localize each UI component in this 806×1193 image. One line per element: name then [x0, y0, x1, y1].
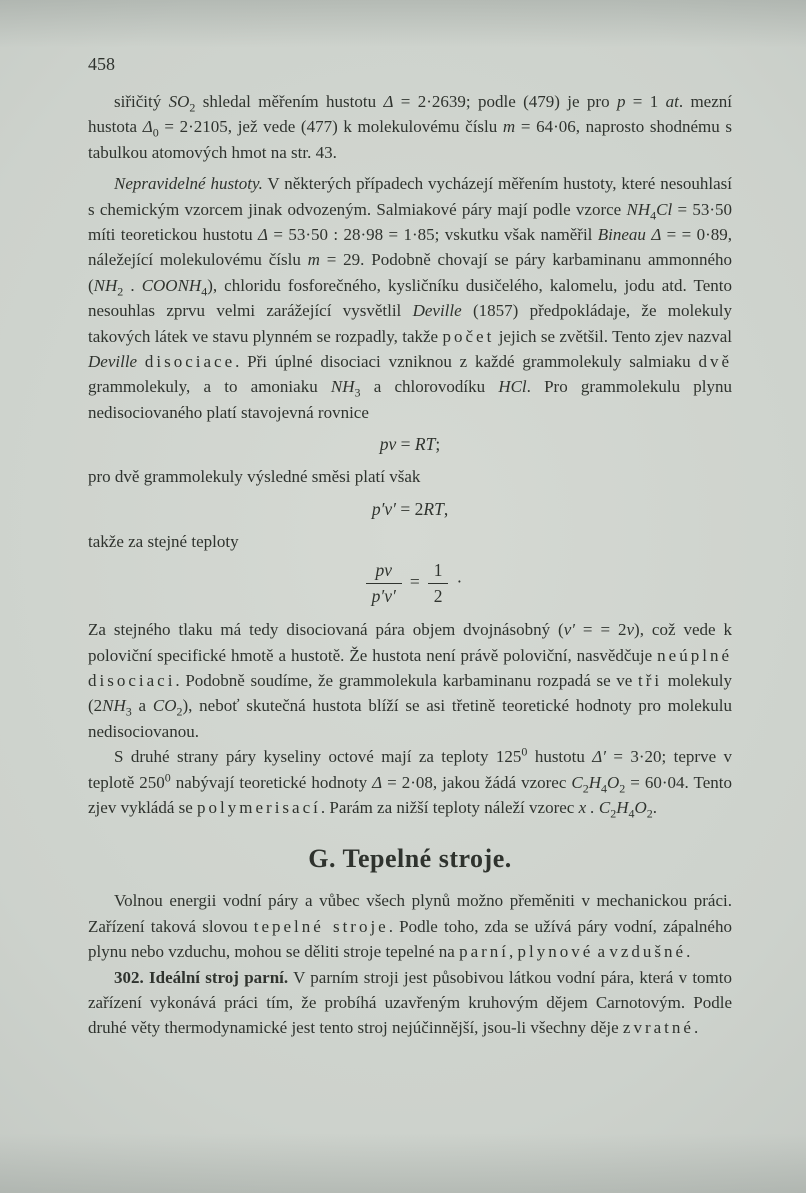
equation-pressure-ratio: $\frac{pv}{p'v'}$ = $\frac{1}{2}$ · [88, 560, 732, 607]
page-number: 458 [88, 54, 115, 74]
paragraph-two-grammolecules: pro dvě grammolekuly výsledné směsi platí však [88, 467, 421, 487]
page-content [88, 54, 732, 1041]
paragraph-sulfur-dioxide-density: siřičitý $SO_2$ shledal měřením hustotu Δ = 2·2639; podle (479) je pro p = 1 at. mezní hustota $\Delta_0 = 2\cdot 2105$, jež vede (477) k molekulovému číslu m = 64·06, naprosto shodnému s tabulkou atomových hmot na str. 43. [88, 92, 732, 162]
section-heading-heat-engines: G. Tepelné stroje. [308, 844, 512, 874]
paragraph-same-temperatures: takže za stejné teploty [88, 531, 239, 551]
paragraph-dissociated-vapor: Za stejného tlaku má tedy disociovaná pára objem dvojnásobný (v′ = = 2v), což vede k poloviční specifické hmotě a hustotě. Že hustota není právě poloviční, nasvědčuje neúplné disociaci. Podobně soudíme, že grammolekula karbaminanu rozpadá se ve tři molekuly ($2NH_3$ a $CO_2$), neboť skutečná hustota blíží se asi třetině teoretické hodnoty pro molekulu nedisociovanou. [88, 620, 733, 741]
paragraph-302-ideal-steam-engine: 302. Ideální stroj parní. V parním stroji jest působivou látkou vodní pára, která v tomto zařízení vykonává práci tím, že probíhá uzavřeným kruhovým dějem Carnotovým. Podle druhé věty thermodynamické jest tento stroj nejúčinnější, jsou-li všechny děje zvratné. [88, 967, 732, 1038]
equation-pv-2rt: p′v′ = 2RT, [371, 498, 449, 519]
paragraph-free-energy-steam: Volnou energii vodní páry a vůbec všech plynů možno přeměniti v mechanickou práci. Zařízení taková slovou tepelné stroje. Podle toho, zda se užívá páry vodní, zápalného plynu nebo vzduchu, mohou se děliti stroje tepelné na parní, plynové a vzdušné. [88, 891, 732, 962]
paragraph-irregular-densities: Nepravidelné hustoty. V některých případech vycházejí měřením hustoty, které nesouhlasí s chemickým vzorcem jinak odvozeným. Salmiakové páry mají podle vzorce $NH_4Cl = 53\cdot 50$ míti teoretickou hustotu Δ = 53·50 : 28·98 = 1·85; vskutku však naměřil Bineau Δ = = 0·89, náležející molekulovému číslu m = 29. Podobně chovají se páry karbaminanu ammonného ($NH_2$ . $COONH_4$), chloridu fosforečného, kysličníku dusičelého, kalomelu, jodu atd. Tento nesouhlas zprvu velmi zarážející vysvětlil Deville (1857) předpokládaje, že molekuly takových látek ve stavu plynném se rozpadly, takže počet jejich se zvětšil. Tento zjev nazval Deville disociace. Při úplné disociaci vzniknou z každé grammolekuly salmiaku dvě grammolekuly, a to amoniaku $NH_3$ a chlorovodíku HCl. Pro grammolekulu plynu nedisociovaného platí stavojevná rovnice [88, 174, 733, 422]
equation-pv-rt: pv = RT; [379, 434, 441, 455]
paragraph-acetic-acid-polymerisation: S druhé strany páry kyseliny octové mají za teploty $125^0$ hustotu Δ′ = 3·20; teprve v teplotě $250^0$ nabývají teoretické hodnoty Δ = 2·08, jakou žádá vzorec $C_2H_4O_2 = 60\cdot 04$. Tento zjev vykládá se polymerisací. Parám za nižší teploty náleží vzorec x . $C_2H_4O_2$. [88, 744, 733, 821]
